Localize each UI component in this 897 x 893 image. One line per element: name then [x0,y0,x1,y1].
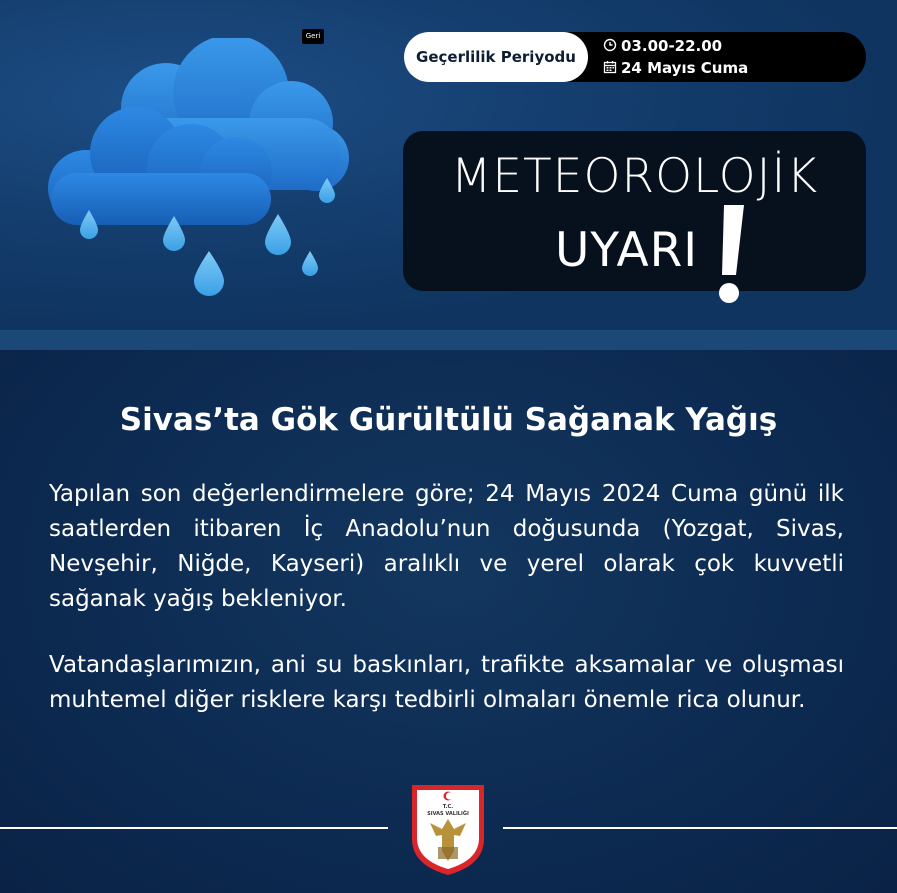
validity-date-row [603,58,748,78]
back-button[interactable]: Geri [302,29,324,44]
warning-title-line2: UYARI [555,223,699,278]
warning-box [403,131,866,291]
warning-title-line1: METEOROLOJİK [450,149,819,204]
divider-band [0,330,897,350]
exclamation-icon [710,205,746,307]
validity-period-label: Geçerlilik Periyodu [404,32,588,82]
sivas-valiligi-logo [408,781,488,877]
article-paragraph-2: Vatandaşlarımızın, ani su baskınları, trafikte aksamalar ve oluşması muhtemel diğer risklere karşı tedbirli olmaları önemle rica olunur. [49,652,844,713]
logo-top-text: T.C. [442,804,454,810]
validity-time-row [603,36,722,56]
calendar-icon [603,60,617,74]
validity-time: 03.00-22.00 [621,37,723,55]
article-title: Sivas’ta Gök Gürültülü Sağanak Yağış [119,402,778,438]
clock-icon [603,38,617,52]
article-paragraph-1: Yapılan son değerlendirmelere göre; 24 Mayıs 2024 Cuma günü ilk saatlerden itibaren İç Anadolu’nun doğusunda (Yozgat, Sivas, Nevşehir, Niğde, Kayseri) aralıklı ve yerel olarak çok kuvvetli sağanak yağış bekleniyor. [49,481,844,612]
footer-divider-left [0,827,388,829]
logo-org-text: SIVAS VALILIĞI [427,811,469,817]
rain-cloud-icon [36,38,366,313]
validity-date: 24 Mayıs Cuma [621,59,749,77]
footer-divider-right [503,827,897,829]
validity-period-pill [404,32,866,82]
